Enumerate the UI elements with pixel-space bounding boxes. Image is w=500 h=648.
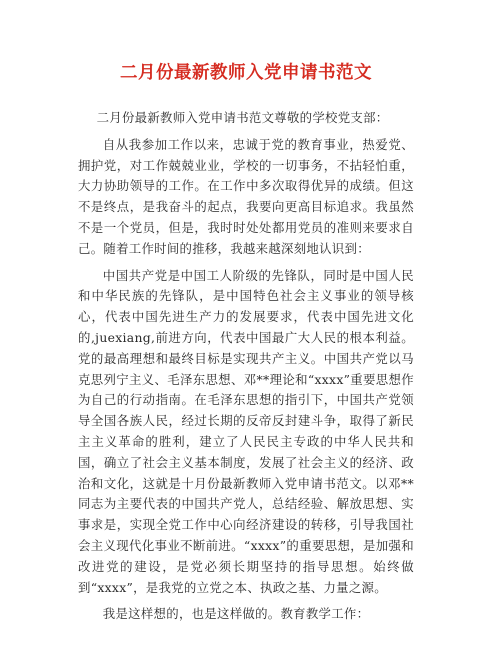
document-body <box>78 108 414 625</box>
body-paragraph-2: 中国共产党是中国工人阶级的先锋队，同时是中国人民和中华民族的先锋队，是中国特色社会主义事业的领导核心，代表中国先进生产力的发展要求，代表中国先进文化的,juexiang,前进方向，代表中国最广大人民的根本利益。党的最高理想和最终目标是实现共产主义。中国共产党以马克思列宁主义、毛泽东思想、邓**理论和“xxxx”重要思想作为自己的行动指南。在毛泽东思想的指引下，中国共产党领导全国各族人民，经过长期的反帝反封建斗争，取得了新民主主义革命的胜利，建立了人民民主专政的中华人民共和国，确立了社会主义基本制度，发展了社会主义的经济、政治和文化，这就是十月份最新教师入党申请书范文。以邓**同志为主要代表的中国共产党人，总结经验、解放思想、实事求是，实现全党工作中心向经济建设的转移，引导我国社会主义现代化事业不断前进。“xxxx”的重要思想，是加强和改进党的建设，是党必须长期坚持的指导思想。始终做到“xxxx”，是我党的立党之本、执政之基、力量之源。 <box>78 267 414 595</box>
salutation-paragraph: 二月份最新教师入党申请书范文尊敬的学校党支部： <box>96 110 389 125</box>
document-title: 二月份最新教师入党申请书范文 <box>120 63 372 83</box>
body-paragraph-1: 自从我参加工作以来，忠诚于党的教育事业，热爱党、拥护党，对工作兢兢业业，学校的一切事务，不拈轻怕重，大力协助领导的工作。在工作中多次取得优异的成绩。但这不是终点，是我奋斗的起点，我要向更高目标追求。我虽然不是一个党员，但是，我时时处处都用党员的准则来要求自己。随着工作时间的推移，我越来越深刻地认识到： <box>78 136 414 256</box>
body-paragraph-3: 我是这样想的，也是这样做的。教育教学工作： <box>102 606 370 622</box>
